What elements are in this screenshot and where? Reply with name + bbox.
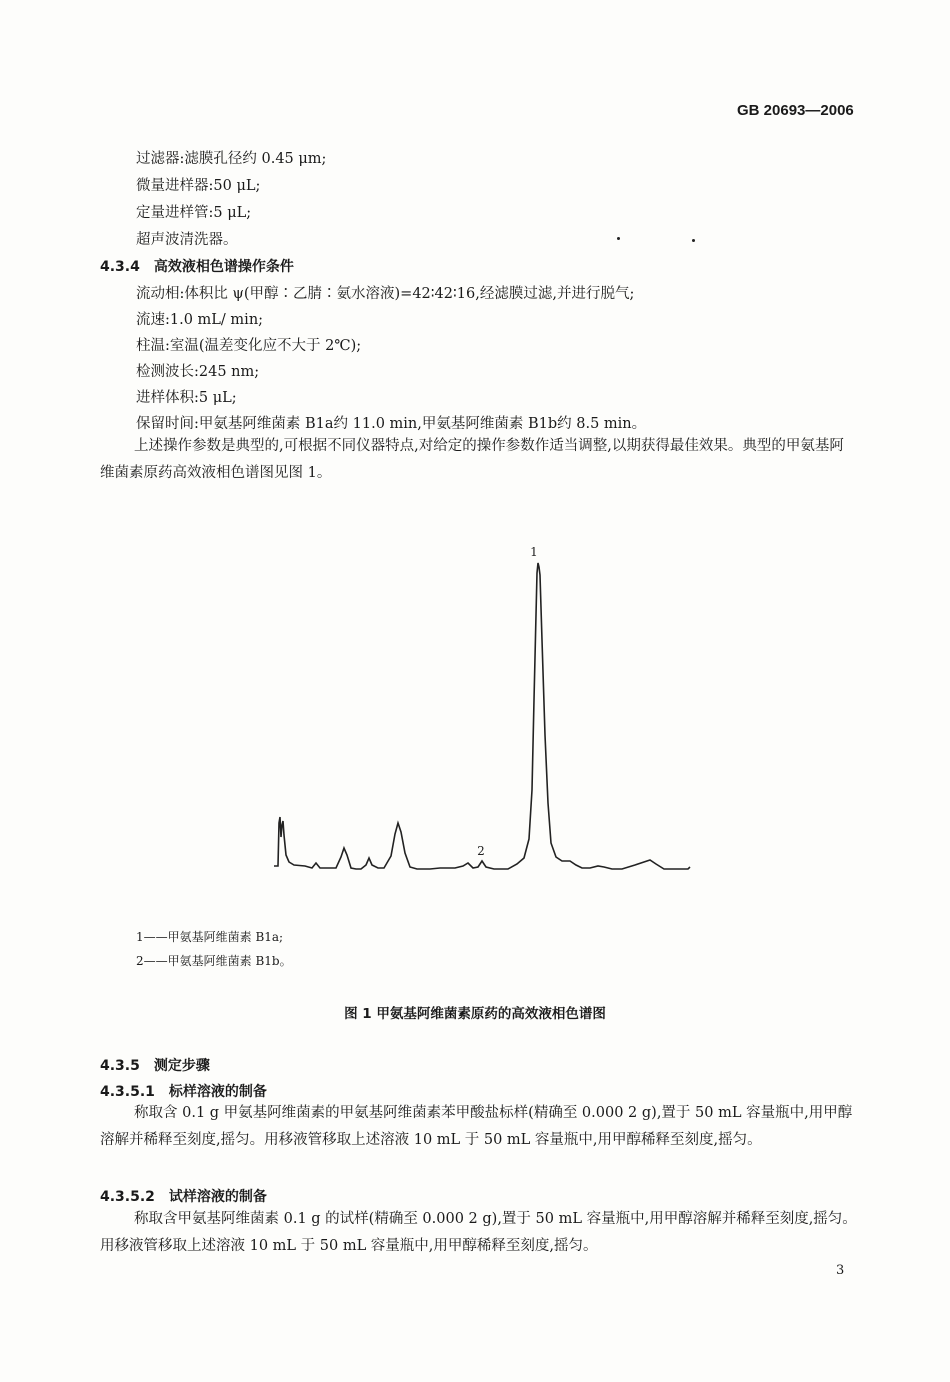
equipment-microsyringe: 微量进样器:50 μL; bbox=[136, 178, 261, 194]
figure-caption: 图 1 甲氨基阿维菌素原药的高效液相色谱图 bbox=[344, 1006, 606, 1022]
section-heading bbox=[100, 1186, 267, 1206]
legend-item-b1a: 1——甲氨基阿维菌素 B1a; bbox=[136, 930, 284, 944]
equipment-filter: 过滤器:滤膜孔径约 0.45 μm; bbox=[136, 151, 327, 167]
column-temperature: 柱温:室温(温差变化应不大于 2℃); bbox=[136, 338, 362, 354]
chromatogram-trace bbox=[274, 563, 690, 869]
section-title: 高效液相色谱操作条件 bbox=[153, 259, 294, 275]
legend-item-b1b: 2——甲氨基阿维菌素 B1b。 bbox=[136, 954, 292, 968]
flow-rate: 流速:1.0 mL/ min; bbox=[136, 312, 264, 328]
section-heading bbox=[100, 1081, 267, 1101]
section-title: 测定步骤 bbox=[153, 1058, 210, 1074]
section-number: 4.3.4 bbox=[100, 259, 140, 275]
standard-code: GB 20693—2006 bbox=[737, 102, 854, 119]
scan-speck bbox=[617, 237, 620, 240]
section-heading bbox=[100, 1055, 210, 1075]
peak-label-2: 2 bbox=[477, 844, 485, 858]
operating-note: 上述操作参数是典型的,可根据不同仪器特点,对给定的操作参数作适当调整,以期获得最佳效果。典型的甲氨基阿维菌素原药高效液相色谱图见图 1。 bbox=[100, 438, 844, 481]
detection-wavelength: 检测波长:245 nm; bbox=[136, 364, 260, 380]
standard-solution-procedure: 称取含 0.1 g 甲氨基阿维菌素的甲氨基阿维菌素苯甲酸盐标样(精确至 0.000 2 g),置于 50 mL 容量瓶中,用甲醇溶解并稀释至刻度,摇匀。用移液管移取上述溶液 10 mL 于 50 mL 容量瓶中,用甲醇稀释至刻度,摇匀。 bbox=[100, 1105, 853, 1148]
mobile-phase: 流动相:体积比 ψ(甲醇∶乙腈∶氨水溶液)=42∶42∶16,经滤膜过滤,并进行脱气; bbox=[136, 286, 635, 302]
scan-speck bbox=[692, 239, 695, 242]
retention-time: 保留时间:甲氨基阿维菌素 B1a约 11.0 min,甲氨基阿维菌素 B1b约 8.5 min。 bbox=[136, 416, 647, 432]
section-number: 4.3.5.2 bbox=[100, 1189, 155, 1205]
chromatogram bbox=[260, 535, 700, 880]
equipment-loop: 定量进样管:5 μL; bbox=[136, 205, 252, 221]
sample-solution-procedure: 称取含甲氨基阿维菌素 0.1 g 的试样(精确至 0.000 2 g),置于 50 mL 容量瓶中,用甲醇溶解并稀释至刻度,摇匀。用移液管移取上述溶液 10 mL 于 50 mL 容量瓶中,用甲醇稀释至刻度,摇匀。 bbox=[100, 1211, 857, 1254]
peak-label-1: 1 bbox=[530, 545, 538, 559]
section-title: 试样溶液的制备 bbox=[168, 1189, 267, 1205]
section-heading bbox=[100, 256, 294, 276]
page-number: 3 bbox=[836, 1263, 845, 1278]
equipment-ultrasonic: 超声波清洗器。 bbox=[136, 232, 238, 248]
section-number: 4.3.5 bbox=[100, 1058, 140, 1074]
injection-volume: 进样体积:5 μL; bbox=[136, 390, 237, 406]
section-number: 4.3.5.1 bbox=[100, 1084, 155, 1100]
section-title: 标样溶液的制备 bbox=[168, 1084, 267, 1100]
